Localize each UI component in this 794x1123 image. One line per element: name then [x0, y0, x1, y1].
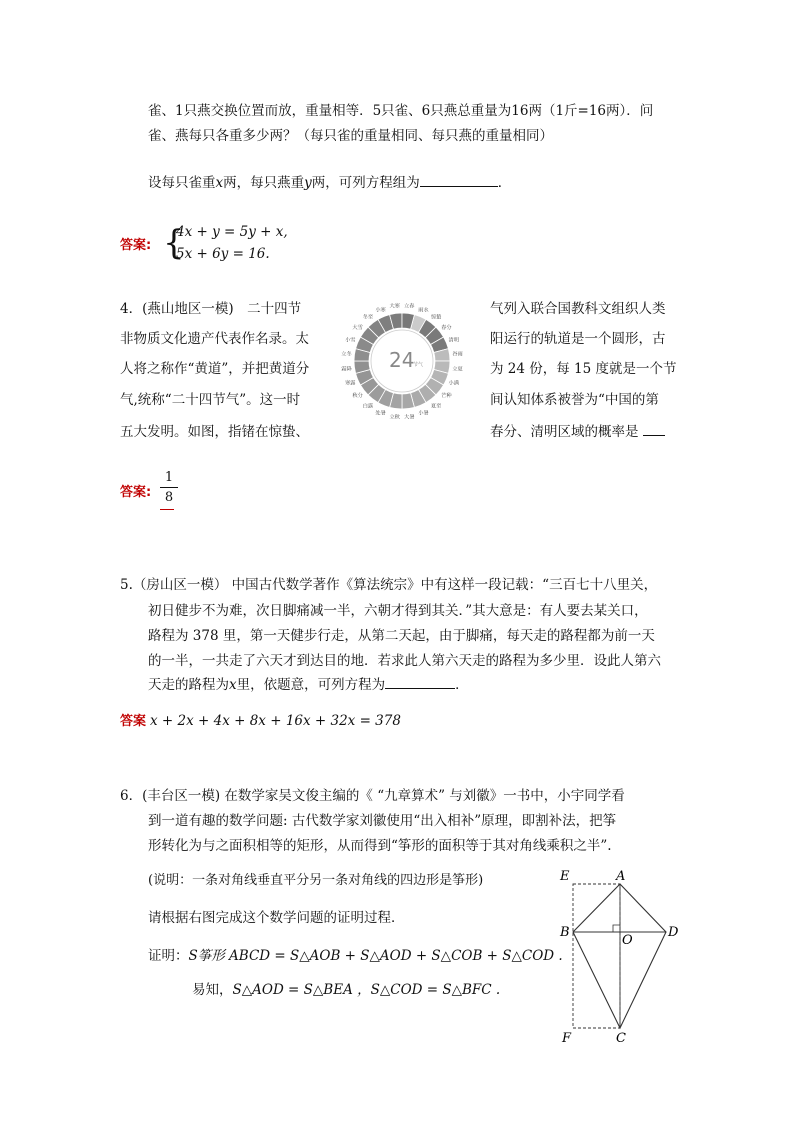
label-f: F [562, 1031, 572, 1046]
q5-line-4: 的一半，一共走了六天才到达目的地．若求此人第六天走的路程为多少里．设此人第六 [148, 653, 661, 669]
fraction-denominator: 8 [164, 490, 174, 505]
answer-blank[interactable] [385, 676, 455, 689]
q4-right-line-5: 春分、清明区域的概率是 [490, 420, 665, 440]
wheel-term-label: 寒露 [345, 380, 356, 387]
q4-answer-fraction [160, 470, 178, 510]
wheel-term-label: 夏至 [430, 403, 442, 410]
wheel-term-label: 小满 [448, 380, 459, 387]
wheel-term-label: 芒种 [441, 393, 452, 400]
fraction-bar [160, 487, 178, 488]
wheel-term-label: 谷雨 [452, 351, 463, 358]
q3-line-2: 雀、燕每只各重多少两？（每只雀的重量相同、每只燕的重量相同） [148, 128, 553, 144]
q5-line-3: 路程为 378 里，第一天健步行走，从第二天起，由于脚痛，每天走的路程都为前一天 [148, 628, 655, 644]
wheel-term-label: 清明 [448, 337, 459, 344]
label-o: O [622, 933, 633, 948]
q3-answer-label: 答案: [120, 238, 152, 253]
kite-abcd [573, 884, 666, 1028]
wheel-term-label: 春分 [441, 324, 452, 331]
q6-instruction: 请根据右图完成这个数学问题的证明过程． [148, 910, 405, 926]
q4-right-line-2: 阳运行的轨道是一个圆形，古 [490, 331, 666, 347]
wheel-term-label: 秋分 [352, 393, 363, 400]
q6-proof-line-1: 证明：S筝形 ABCD = S△AOB + S△AOD + S△COB + S△COD . [148, 948, 563, 964]
answer-underline [160, 509, 174, 510]
right-angle-mark [613, 925, 620, 932]
wheel-term-label: 立秋 [389, 414, 400, 421]
answer-blank[interactable] [643, 423, 665, 436]
fraction-numerator: 1 [164, 470, 174, 485]
q6-note: (说明：一条对角线垂直平分另一条对角线的四边形是筝形) [148, 873, 484, 888]
q4-left-line-2: 非物质文化遗产代表作名录。太 [120, 331, 309, 347]
q4-right-line-1: 气列入联合国教科文组织人类 [490, 301, 666, 317]
wheel-center-number: 24 [389, 348, 415, 372]
wheel-term-label: 雨水 [418, 307, 429, 314]
q5-line-2: 初日健步不为难，次日脚痛减一半，六朝才得到其关．”其大意是：有人要去某关口， [148, 603, 648, 619]
wheel-term-label: 立春 [404, 303, 415, 310]
q5-line-5: 天走的路程为x里，依题意，可列方程为 ． [148, 677, 469, 693]
solar-terms-wheel [337, 296, 467, 426]
wheel-term-label: 处暑 [375, 410, 386, 417]
wheel-term-label: 小寒 [375, 307, 386, 314]
q4-right-line-4: 间认知体系被誉为“中国的第 [490, 392, 659, 408]
label-d: D [668, 925, 679, 940]
q3-equation-1: 4x + y = 5y + x, [176, 224, 288, 240]
answer-blank[interactable] [420, 174, 498, 187]
q4-answer-label: 答案: [120, 485, 152, 500]
q4-left-line-5: 五大发明。如图，指锗在惊蛰、 [120, 424, 309, 440]
wheel-term-label: 小雪 [345, 337, 356, 344]
wheel-term-label: 立夏 [452, 366, 463, 373]
q4-left-line-3: 人将之称作“黄道”，并把黄道分 [120, 361, 310, 377]
q6-line-1: 6．(丰台区一模) 在数学家吴文俊主编的《 “九章算术” 与刘徽》一书中，小宇同学看 [120, 788, 625, 804]
q4-left-line-1: 4．(燕山地区一模) 二十四节 [120, 301, 302, 317]
wheel-term-label: 立冬 [341, 351, 352, 358]
label-a: A [616, 869, 626, 884]
label-b: B [560, 925, 570, 940]
wheel-term-label: 大寒 [389, 303, 400, 310]
rectangle-befc [573, 884, 620, 1028]
q6-line-2: 到一道有趣的数学问题: 古代数学家刘徽使用“出入相补”原理，即割补法，把筝 [148, 813, 617, 829]
kite-figure [558, 866, 698, 1046]
q6-line-3: 形转化为与之面积相等的矩形，从而得到“筝形的面积等于其对角线乘积之半”. [148, 838, 612, 854]
q6-proof-line-2: 易知，S△AOD = S△BEA ，S△COD = S△BFC . [192, 982, 501, 998]
wheel-term-label: 白露 [362, 403, 374, 410]
q3-line-3: 设每只雀重x两，每只燕重y两，可列方程组为 ． [148, 175, 512, 191]
q5-line-1: 5.（房山区一模） 中国古代数学著作《算法统宗》中有这样一段记载：“三百七十八里关， [120, 577, 658, 593]
wheel-term-label: 冬至 [362, 314, 374, 321]
wheel-term-label: 大雪 [352, 324, 363, 331]
q3-line-1: 雀、1只燕交换位置而放，重量相等．5只雀、6只燕总重量为16两（1斤=16两）．问 [148, 103, 654, 119]
wheel-term-label: 大暑 [404, 414, 415, 421]
q5-answer: 答案 x + 2x + 4x + 8x + 16x + 32x = 378 [120, 713, 401, 729]
wheel-term-label: 霜降 [341, 366, 352, 373]
label-e: E [560, 869, 570, 884]
wheel-term-label: 小暑 [418, 410, 429, 417]
wheel-center-caption: 节气 [413, 362, 424, 368]
q4-left-line-4: 气,统称“二十四节气”。这一时 [120, 392, 301, 408]
q3-equation-2: 5x + 6y = 16. [176, 246, 270, 262]
equation-brace: { [163, 223, 185, 263]
label-c: C [616, 1031, 626, 1046]
wheel-term-label: 惊蛰 [430, 314, 442, 321]
q4-right-line-3: 为 24 份，每 15 度就是一个节 [490, 361, 677, 377]
